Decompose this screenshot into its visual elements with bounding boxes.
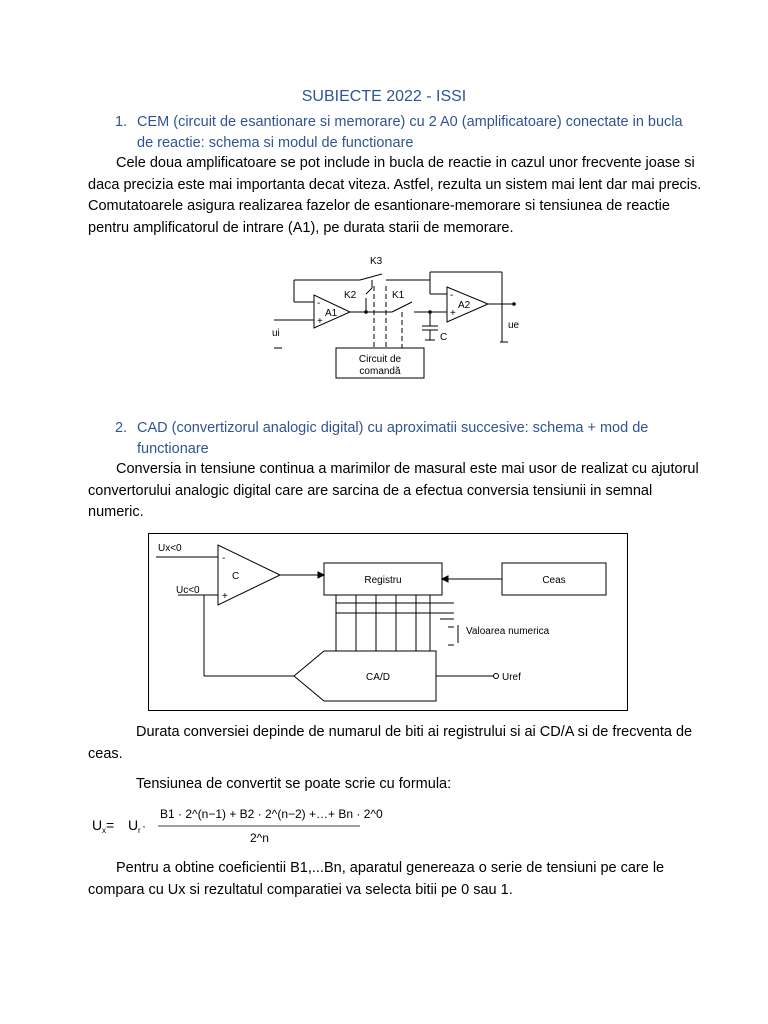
clock-label: Ceas	[542, 575, 566, 586]
comparator-label: C	[232, 571, 240, 582]
output-voltage-label: ue	[508, 320, 520, 331]
sar-adc-diagram	[148, 533, 628, 711]
conversion-formula	[92, 800, 392, 850]
paragraph-conversion-duration-text: Durata conversiei depinde de numarul de biti ai registrului si ai CD/A si de frecventa de ceas.	[88, 724, 693, 762]
dac-label: CA/D	[366, 672, 390, 683]
formula-equals: =	[106, 817, 115, 833]
formula-ux: U	[92, 817, 103, 833]
a2-minus-label: -	[450, 290, 454, 301]
uc-label: Uc<0	[176, 585, 200, 596]
switch-k3-label: K3	[370, 256, 383, 267]
page-title: SUBIECTE 2022 - ISSI	[301, 88, 467, 105]
question-2-heading	[115, 418, 685, 460]
formula-numerator: B1 · 2^(n−1) + B2 · 2^(n−2) +…+ Bn · 2^0	[160, 807, 383, 821]
paragraph-coefficients-text: Pentru a obtine coeficientii B1,...Bn, aparatul genereaza o serie de tensiuni pe care le compara cu Ux si rezultatul comparatiei va selecta bitii pe 0 sau 1.	[88, 860, 665, 898]
uref-label: Uref	[502, 672, 521, 683]
ux-label: Ux<0	[158, 543, 182, 554]
formula-dot: ·	[142, 819, 146, 833]
control-circuit-label-2: comandă	[359, 366, 401, 377]
a1-minus-label: -	[317, 298, 321, 309]
formula-ur-sub: r	[138, 826, 141, 835]
amplifier-a1-label: A1	[325, 308, 338, 319]
amplifier-a2-label: A2	[458, 300, 471, 311]
formula-denominator: 2^n	[250, 831, 269, 845]
capacitor-label: C	[440, 332, 448, 343]
paragraph-formula-intro	[88, 774, 708, 796]
question-1-paragraph	[88, 153, 708, 239]
question-2-number: 2.	[115, 420, 128, 436]
question-1-heading	[115, 112, 685, 154]
a2-plus-label: +	[450, 308, 456, 319]
question-1-heading-text: CEM (circuit de esantionare si memorare) cu 2 A0 (amplificatoare) conectate in bucla de reactie: schema si modul de functionare	[137, 114, 683, 151]
paragraph-formula-intro-text: Tensiunea de convertit se poate scrie cu formula:	[136, 776, 452, 792]
control-circuit-label-1: Circuit de	[358, 354, 402, 365]
paragraph-coefficients	[88, 858, 708, 901]
question-2-paragraph-text: Conversia in tensiune continua a marimilor de masural este mai usor de realizat cu ajutorul convertorului analogic digital care are sarcina de a efectua conversia tensiunii in semnal numeric.	[88, 461, 699, 520]
comparator-plus-label: +	[222, 591, 228, 602]
switch-k1-label: K1	[392, 290, 405, 301]
switch-k2-label: K2	[344, 290, 357, 301]
question-2-heading-text: CAD (convertizorul analogic digital) cu aproximatii succesive: schema + mod de functionare	[137, 420, 649, 457]
a1-plus-label: +	[317, 316, 323, 327]
formula-ur: U	[128, 817, 139, 833]
paragraph-conversion-duration	[88, 722, 708, 765]
formula-ux-sub: x	[102, 826, 106, 835]
numeric-value-label: Valoarea numerica	[466, 626, 550, 637]
question-2-paragraph	[88, 459, 708, 524]
diagram-frame	[149, 534, 628, 711]
register-label: Registru	[364, 575, 402, 586]
input-voltage-label: ui	[272, 328, 280, 339]
question-1-paragraph-text: Cele doua amplificatoare se pot include in bucla de reactie in cazul unor frecvente joase si daca precizia este mai importanta decat viteza. Astfel, rezulta un sistem mai lent dar mai precis. Comutatoarele asigura realizarea fazelor de esantionare-memorare si tensiunea de reactie pentru amplificatorul de intrare (A1), pe durata starii de memorare.	[88, 155, 702, 236]
comparator-minus-label: -	[222, 553, 226, 564]
question-1-number: 1.	[115, 114, 128, 130]
sample-hold-diagram	[262, 250, 532, 385]
